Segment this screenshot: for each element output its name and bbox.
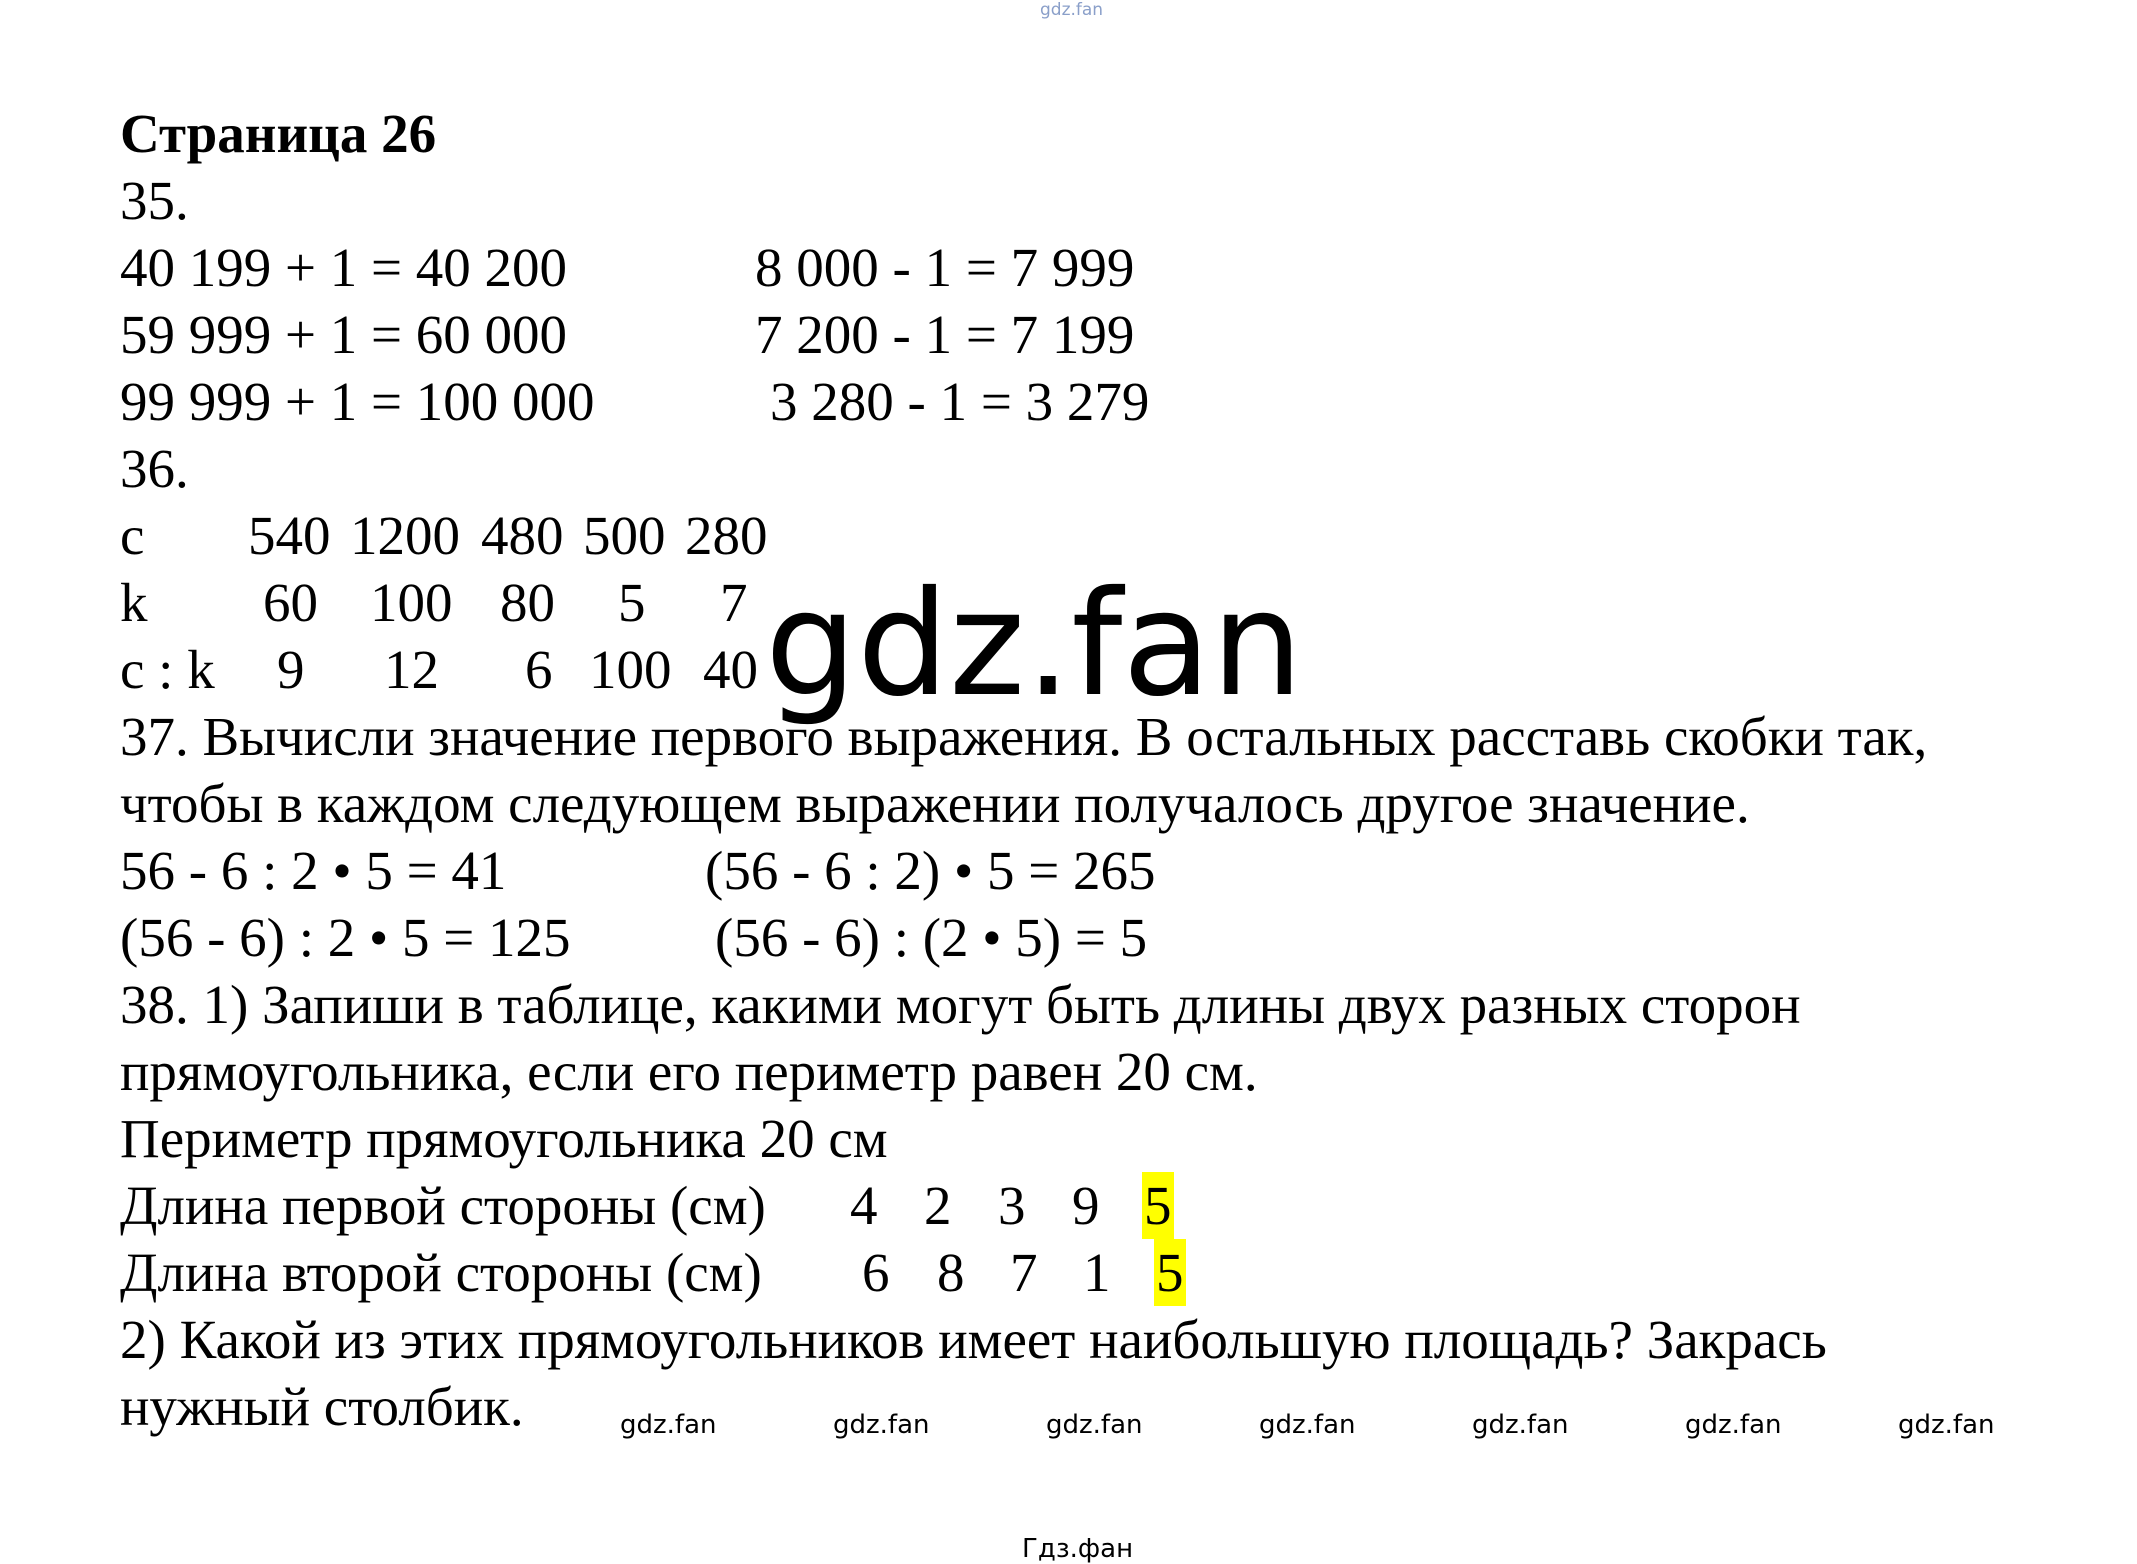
ex36-label: c <box>120 505 145 566</box>
watermark-small: gdz.fan <box>1472 1410 1569 1440</box>
ex36-label: c : k <box>120 639 215 700</box>
watermark-small: gdz.fan <box>1259 1410 1356 1440</box>
ex37-expr-2: (56 - 6 : 2) • 5 = 265 <box>705 840 1156 901</box>
watermark-small: gdz.fan <box>833 1410 930 1440</box>
ex38-text-2: прямоугольника, если его периметр равен 20 см. <box>120 1041 1258 1102</box>
ex36-number: 36. <box>120 438 189 499</box>
ex35-right-1: 8 000 - 1 = 7 999 <box>755 237 1135 298</box>
watermark-small: gdz.fan <box>620 1410 717 1440</box>
ex36-cell: 100 <box>589 639 672 700</box>
ex38-cell: 7 <box>1010 1242 1038 1303</box>
ex38-q2-text-2: нужный столбик. <box>120 1376 524 1437</box>
ex38-row-label: Длина первой стороны (см) <box>120 1175 766 1236</box>
watermark-small: gdz.fan <box>1685 1410 1782 1440</box>
ex38-cell: 8 <box>937 1242 965 1303</box>
ex36-cell: 60 <box>263 572 318 633</box>
page-heading: Страница 26 <box>120 103 437 164</box>
ex38-cell: 4 <box>850 1175 878 1236</box>
ex38-row-label: Длина второй стороны (см) <box>120 1242 762 1303</box>
ex38-cell: 6 <box>862 1242 890 1303</box>
ex38-cell: 9 <box>1072 1175 1100 1236</box>
watermark-small: gdz.fan <box>1046 1410 1143 1440</box>
ex36-cell: 5 <box>618 572 646 633</box>
ex38-q2-text-1: 2) Какой из этих прямоугольников имеет наибольшую площадь? Закрась <box>120 1309 1827 1370</box>
ex35-left-2: 59 999 + 1 = 60 000 <box>120 304 568 365</box>
ex35-right-2: 7 200 - 1 = 7 199 <box>755 304 1135 365</box>
ex36-cell: 40 <box>703 639 758 700</box>
ex35-left-1: 40 199 + 1 = 40 200 <box>120 237 568 298</box>
ex36-cell: 540 <box>248 505 331 566</box>
ex38-cell-highlighted: 5 <box>1142 1172 1174 1239</box>
ex38-text-1: 38. 1) Запиши в таблице, какими могут быть длины двух разных сторон <box>120 974 1801 1035</box>
ex38-cell: 3 <box>998 1175 1026 1236</box>
ex38-cell-highlighted: 5 <box>1154 1239 1186 1306</box>
ex36-cell: 280 <box>685 505 768 566</box>
ex37-expr-1: 56 - 6 : 2 • 5 = 41 <box>120 840 507 901</box>
watermark-big: gdz.fan <box>765 560 1304 729</box>
ex36-label: k <box>120 572 148 633</box>
ex35-left-3: 99 999 + 1 = 100 000 <box>120 371 595 432</box>
ex35-number: 35. <box>120 170 189 231</box>
ex37-text-1: 37. Вычисли значение первого выражения. В остальных расставь скобки так, <box>120 706 1928 767</box>
ex38-cell: 2 <box>924 1175 952 1236</box>
watermark-top: gdz.fan <box>1040 0 1104 20</box>
ex36-cell: 100 <box>370 572 453 633</box>
ex36-cell: 9 <box>277 639 305 700</box>
ex38-cell: 1 <box>1083 1242 1111 1303</box>
watermark-small: gdz.fan <box>1898 1410 1995 1440</box>
ex37-expr-3: (56 - 6) : 2 • 5 = 125 <box>120 907 571 968</box>
ex37-expr-4: (56 - 6) : (2 • 5) = 5 <box>715 907 1148 968</box>
ex36-cell: 80 <box>500 572 555 633</box>
ex36-cell: 1200 <box>350 505 460 566</box>
ex36-cell: 500 <box>583 505 666 566</box>
footer-watermark: Гдз.фан <box>1022 1534 1134 1564</box>
ex36-cell: 12 <box>384 639 439 700</box>
ex36-cell: 6 <box>525 639 553 700</box>
ex35-right-3: 3 280 - 1 = 3 279 <box>770 371 1150 432</box>
ex37-text-2: чтобы в каждом следующем выражении получалось другое значение. <box>120 773 1750 834</box>
ex36-cell: 480 <box>481 505 564 566</box>
ex36-cell: 7 <box>720 572 748 633</box>
ex38-perimeter: Периметр прямоугольника 20 см <box>120 1108 888 1169</box>
